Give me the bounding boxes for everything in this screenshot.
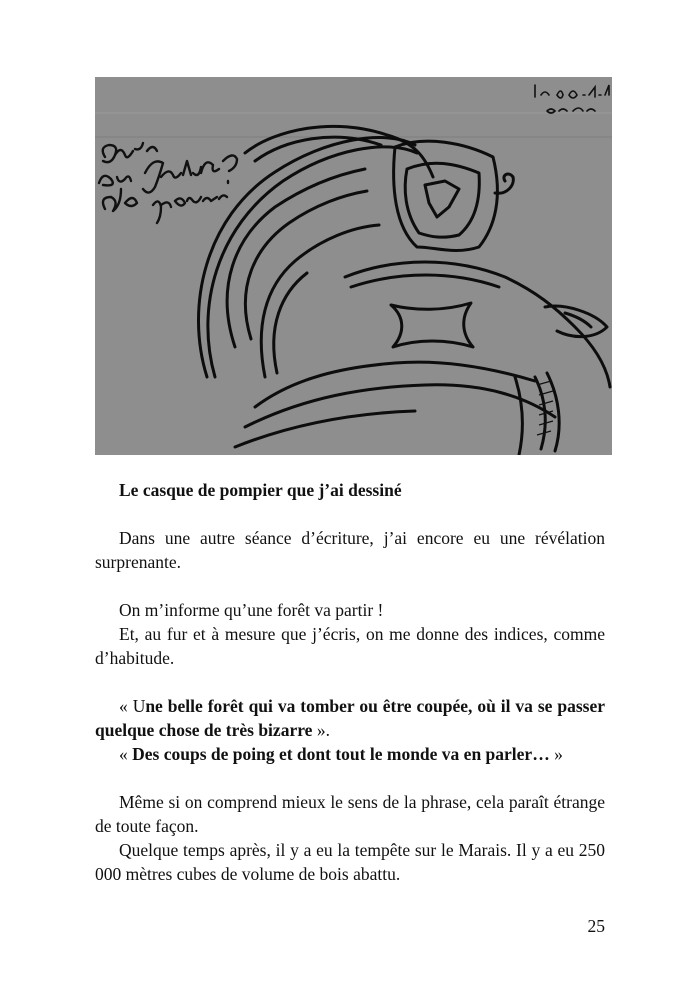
quote-close: ». bbox=[312, 720, 330, 740]
paragraph: Et, au fur et à mesure que j’écris, on me donne des indices, comme d’habitude. bbox=[95, 624, 605, 668]
paragraph: Même si on comprend mieux le sens de la phrase, cela paraît étrange de toute façon. bbox=[95, 792, 605, 836]
paragraph: Quelque temps après, il y a eu la tempête sur le Marais. Il y a eu 250 000 mètres cubes de volume de bois abattu. bbox=[95, 840, 605, 884]
paragraph: Dans une autre séance d’écriture, j’ai encore eu une révélation surprenante. bbox=[95, 528, 605, 572]
helmet-drawing bbox=[95, 77, 612, 455]
drawing-photo bbox=[95, 77, 612, 455]
figure-caption: Le casque de pompier que j’ai dessiné bbox=[119, 480, 402, 500]
page-number: 25 bbox=[587, 916, 605, 936]
quote-close: » bbox=[549, 744, 563, 764]
quote-open: « U bbox=[119, 696, 146, 716]
quote-2 bbox=[95, 742, 605, 766]
quote-text: ne belle forêt qui va tomber ou être coupée, où il va se passer quelque chose de très bizarre bbox=[95, 696, 605, 740]
paragraph: On m’informe qu’une forêt va partir ! bbox=[119, 600, 384, 620]
quote-open: « bbox=[119, 744, 133, 764]
quote-1 bbox=[95, 694, 605, 742]
body-text bbox=[95, 478, 605, 886]
quote-text: Des coups de poing et dont tout le monde va en parler… bbox=[132, 744, 550, 764]
